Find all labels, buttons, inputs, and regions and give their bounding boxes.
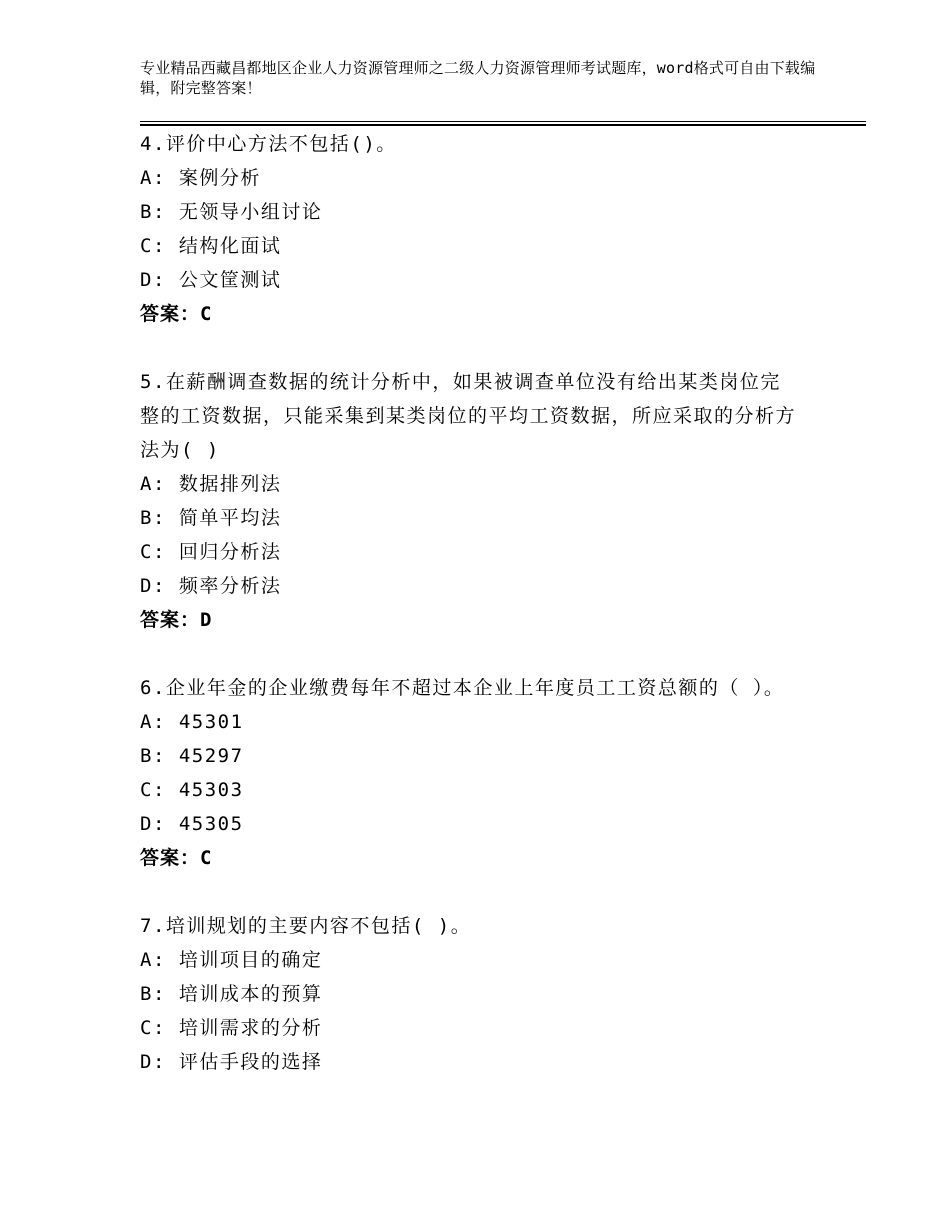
option-d: D: 频率分析法 bbox=[140, 575, 282, 597]
question-5 bbox=[140, 365, 800, 637]
document-header: 专业精品西藏昌都地区企业人力资源管理师之二级人力资源管理师考试题库，word格式可自由下载编辑，附完整答案！ bbox=[140, 59, 816, 97]
option-b: B: 培训成本的预算 bbox=[140, 983, 323, 1005]
question-6 bbox=[140, 671, 800, 875]
option-d: D: 公文筐测试 bbox=[140, 269, 282, 291]
option-a: A: 数据排列法 bbox=[140, 473, 282, 495]
option-b: B: 45297 bbox=[140, 745, 244, 767]
option-c: C: 回归分析法 bbox=[140, 541, 282, 563]
option-a: A: 培训项目的确定 bbox=[140, 949, 323, 971]
option-c: C: 培训需求的分析 bbox=[140, 1017, 323, 1039]
question-text: 6.企业年金的企业缴费每年不超过本企业上年度员工工资总额的（ ）。 bbox=[140, 677, 785, 699]
question-4 bbox=[140, 127, 800, 331]
option-a: A: 45301 bbox=[140, 711, 244, 733]
question-text: 5.在薪酬调查数据的统计分析中，如果被调查单位没有给出某类岗位完整的工资数据，只能采集到某类岗位的平均工资数据，所应采取的分析方法为( ) bbox=[140, 371, 797, 461]
header-divider-thick bbox=[140, 124, 866, 126]
answer-label: 答案：C bbox=[140, 847, 213, 869]
question-text: 7.培训规划的主要内容不包括( )。 bbox=[140, 915, 472, 937]
question-text: 4.评价中心方法不包括()。 bbox=[140, 133, 397, 155]
option-c: C: 45303 bbox=[140, 779, 244, 801]
option-d: D: 评估手段的选择 bbox=[140, 1051, 323, 1073]
option-a: A: 案例分析 bbox=[140, 167, 261, 189]
option-c: C: 结构化面试 bbox=[140, 235, 282, 257]
option-d: D: 45305 bbox=[140, 813, 244, 835]
answer-label: 答案：D bbox=[140, 609, 213, 631]
option-b: B: 简单平均法 bbox=[140, 507, 282, 529]
answer-label: 答案：C bbox=[140, 303, 213, 325]
option-b: B: 无领导小组讨论 bbox=[140, 201, 323, 223]
question-list bbox=[140, 127, 800, 1113]
header-divider bbox=[140, 121, 866, 122]
question-7 bbox=[140, 909, 800, 1079]
